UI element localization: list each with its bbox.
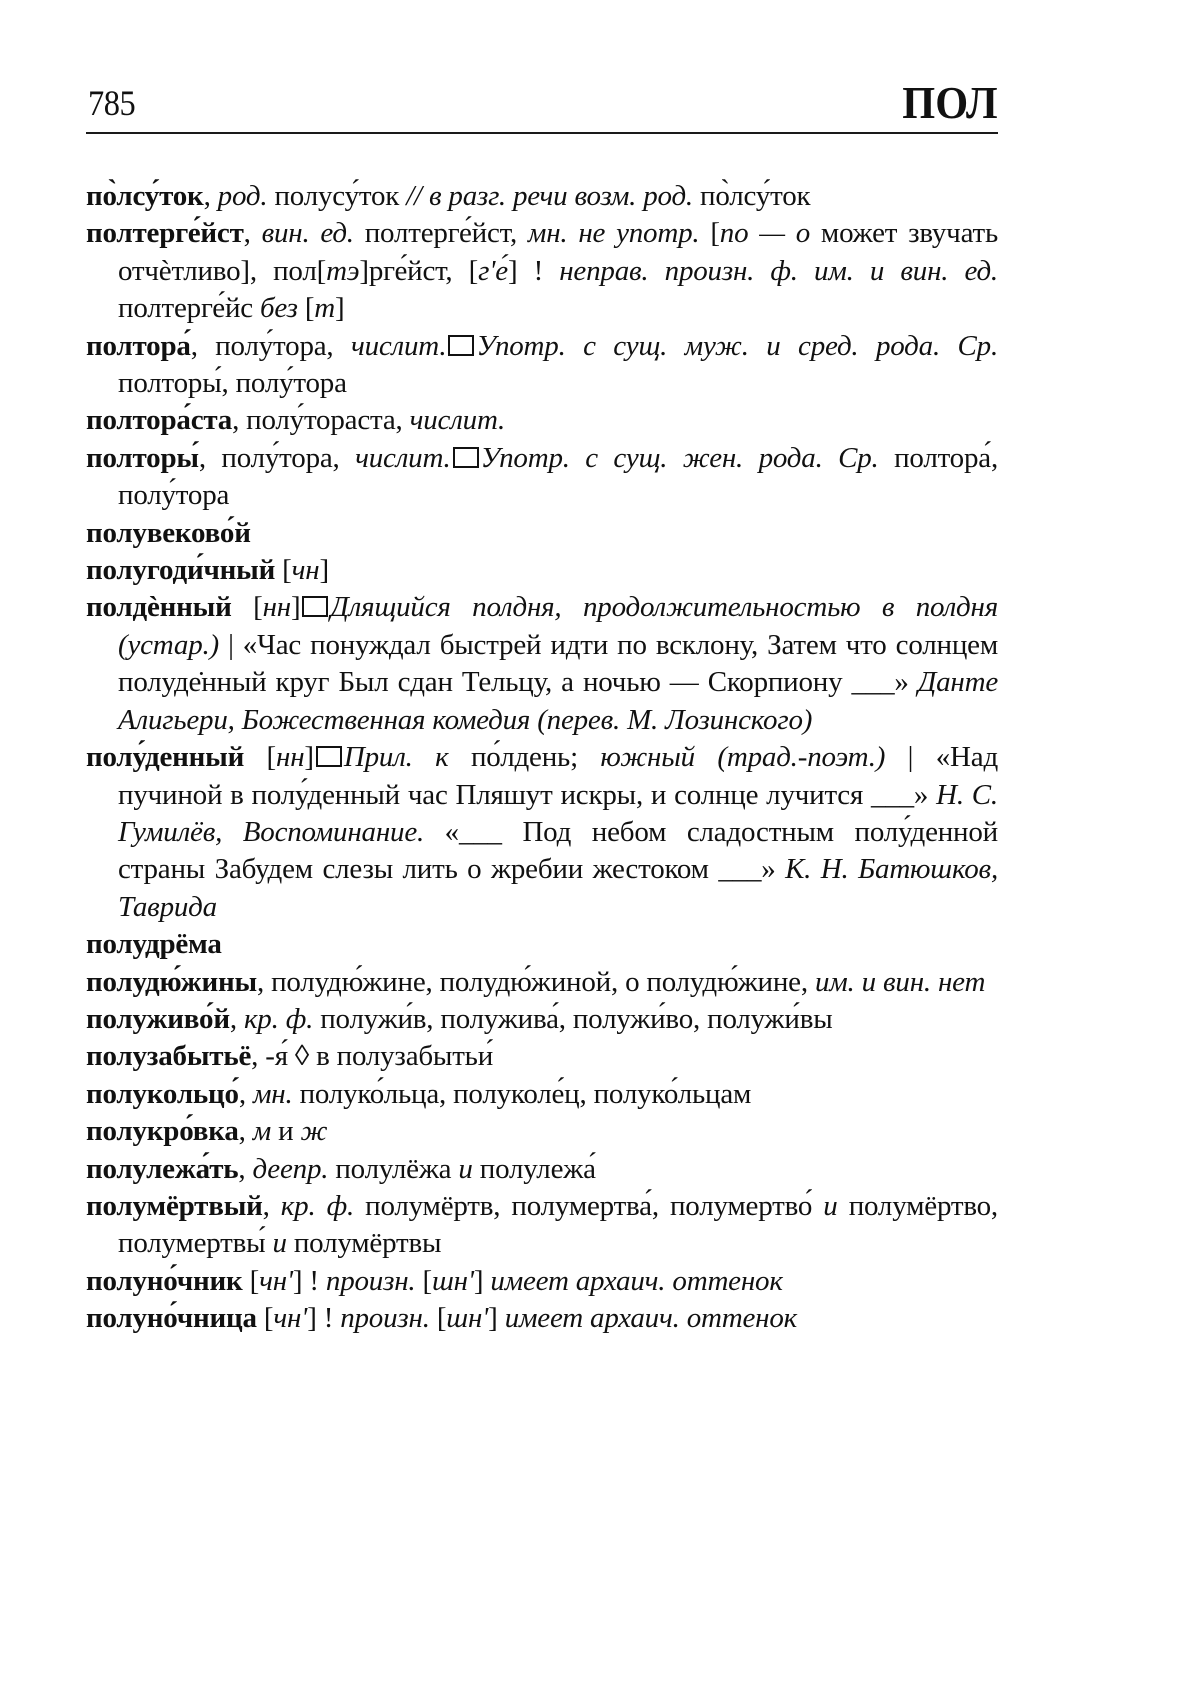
entry-text: и [271, 1115, 301, 1148]
grammar-note: ж [300, 1115, 328, 1148]
entry-text: по̀лсу́ток [693, 180, 811, 212]
grammar-note: кр. ф. [280, 1189, 355, 1222]
entry-text: [ [256, 1302, 274, 1335]
dictionary-entry [86, 926, 998, 963]
entry-text: ] [473, 1264, 491, 1297]
dictionary-entry [86, 589, 998, 739]
entry-text: ] [304, 741, 314, 774]
grammar-note: деепр. [252, 1152, 329, 1185]
grammar-note: м [252, 1115, 272, 1148]
grammar-note: и [823, 1189, 838, 1222]
entry-text: [ [242, 1264, 260, 1297]
headword: полугоди́чный [86, 554, 276, 587]
headword: полувеково́й [86, 516, 251, 549]
entry-text: [ [297, 292, 315, 325]
entry-text: [ [429, 1302, 447, 1335]
grammar-note: произн. [340, 1302, 430, 1335]
dictionary-entry [86, 1300, 998, 1337]
dictionary-entry [86, 328, 998, 403]
definition-box-icon [316, 746, 342, 767]
entry-text: , [229, 1002, 244, 1035]
grammar-note: им. и вин. нет [814, 965, 986, 998]
entry-text: полусу́ток [267, 180, 407, 212]
grammar-note: мн. не употр. [527, 217, 700, 250]
entry-text: [ [275, 554, 292, 587]
grammar-note: вин. ед. [261, 217, 354, 250]
dictionary-entry [86, 1263, 998, 1300]
entry-text: полужи́в, полужива́, полужи́во, полужи́вы [313, 1002, 833, 1035]
headword: по̀лсу́ток [86, 180, 204, 212]
entry-text: полтора́, полу́тора [118, 441, 998, 512]
grammar-note: имеет архаич. оттенок [504, 1302, 798, 1335]
page-header [86, 76, 998, 134]
entry-text: , -я́ ◊ в полузабытьи́ [251, 1040, 494, 1073]
entry-text: , [238, 1077, 253, 1110]
dictionary-entry [86, 739, 998, 926]
dictionary-entry [86, 178, 998, 215]
dictionary-entry [86, 1188, 998, 1263]
grammar-note: Данте Алигьери, Божественная комедия (перев. М. Лозинского) [118, 666, 998, 736]
dictionary-entry [86, 215, 998, 327]
grammar-note: // в разг. речи возм. род. [406, 180, 693, 212]
grammar-note: шн' [431, 1264, 474, 1297]
grammar-note: Употр. с сущ. муж. и сред. рода. Ср. [476, 329, 998, 362]
headword: полулежа́ть [86, 1152, 239, 1185]
headword: полукро́вка [86, 1115, 239, 1148]
entry-text: полулежа́ [472, 1152, 596, 1185]
entry-text: , [262, 1189, 281, 1222]
entry-list [86, 178, 998, 1338]
headword: полудрёма [86, 928, 222, 961]
dictionary-entry [86, 552, 998, 589]
dictionary-entry [86, 1001, 998, 1038]
entry-text: , полу́тораста, [232, 404, 410, 437]
headword: полузабытьё [86, 1040, 252, 1073]
entry-text: [ [231, 591, 263, 624]
entry-text: [ [244, 741, 277, 774]
grammar-note: южный (трад.-поэт.) [600, 741, 886, 774]
entry-text: [ [415, 1264, 432, 1297]
grammar-note: произн. [325, 1264, 416, 1297]
grammar-note: и [458, 1152, 473, 1185]
grammar-note: нн [262, 591, 291, 624]
entry-text: | «Над пучиной в полу́денный час Пляшут искры, и солнце лучится ___» [118, 741, 999, 811]
headword: полтерге́йст [86, 217, 244, 250]
dictionary-entry [86, 964, 998, 1001]
entry-text: может звучать отчѐтливо], пол[ [118, 217, 998, 287]
entry-text: ] ! [292, 1264, 326, 1297]
entry-text: ]рге́йст, [ [359, 254, 479, 287]
entry-text: , полу́тора, [198, 441, 356, 474]
headword: полдѐнный [86, 591, 232, 624]
grammar-note: тэ [326, 254, 360, 287]
entry-text: ] ! [507, 254, 560, 287]
definition-box-icon [453, 447, 479, 468]
running-head: ПОЛ [902, 77, 998, 128]
entry-text: , полудю́жине, полудю́жиной, о полудю́жине, [256, 965, 815, 998]
grammar-note: Прил. к [343, 741, 449, 774]
entry-text: , [243, 217, 262, 250]
definition-box-icon [302, 596, 328, 617]
headword: полуно́чница [86, 1302, 257, 1335]
entry-text: полулёжа [328, 1152, 459, 1185]
grammar-note: по — о [719, 217, 811, 250]
grammar-note: числит. [350, 329, 447, 362]
grammar-note: Длящийся полдня, продолжительностью в полдня (устар.) [118, 591, 998, 661]
entry-text: «___ Под небом сладостным полу́денной страны Забудем слезы лить о жребии жестоком ___» [118, 815, 998, 886]
grammar-note: нн [276, 741, 305, 774]
entry-text: полтерге́йст, [353, 217, 528, 250]
grammar-note: числит. [355, 441, 451, 474]
entry-text: полумёртв, полумертва́, полумертво́ [354, 1189, 824, 1222]
dictionary-entry [86, 440, 998, 515]
grammar-note: и [272, 1227, 287, 1260]
dictionary-entry [86, 515, 998, 552]
grammar-note: К. Н. Батюшков, Таврида [118, 853, 998, 923]
entry-text: полумёртво, полумертвы́ [118, 1189, 998, 1260]
entry-text: , [203, 180, 218, 212]
dictionary-entry [86, 1076, 998, 1113]
headword: полу́денный [86, 741, 245, 774]
headword: полуживо́й [86, 1002, 230, 1035]
entry-text: ] [488, 1302, 505, 1335]
entry-text: ] [319, 554, 329, 587]
dictionary-entry [86, 1151, 998, 1188]
grammar-note: шн' [446, 1302, 489, 1335]
entry-text: полуко́льца, полуколе́ц, полуко́льцам [292, 1077, 752, 1110]
entry-text: ] ! [307, 1302, 341, 1335]
grammar-note: чн' [259, 1264, 293, 1297]
definition-box-icon [448, 335, 474, 356]
entry-text: ] [335, 292, 345, 325]
grammar-note: Употр. с сущ. жен. рода. Ср. [480, 441, 879, 474]
headword: полумёртвый [86, 1189, 263, 1222]
grammar-note: имеет архаич. оттенок [490, 1264, 783, 1297]
grammar-note: т [314, 292, 336, 325]
headword: полудю́жины [86, 965, 257, 998]
grammar-note: род. [217, 180, 268, 212]
dictionary-entry [86, 1113, 998, 1150]
entry-text: [ [699, 217, 720, 250]
entry-text: , [238, 1152, 253, 1185]
entry-text: полумёртвы [286, 1227, 442, 1260]
grammar-note: без [259, 292, 298, 325]
grammar-note: кр. ф. [243, 1002, 314, 1035]
entry-text: , [238, 1115, 253, 1148]
page-number: 785 [88, 83, 136, 123]
grammar-note: мн. [252, 1077, 293, 1110]
dictionary-entry [86, 1038, 998, 1075]
headword: полтора́ста [86, 404, 233, 437]
entry-text: полтерге́йс [118, 292, 260, 325]
headword: полуно́чник [86, 1264, 243, 1297]
grammar-note: г'е́ [478, 254, 508, 287]
entry-text: | «Час понуждал быстрей идти по всклону, Затем что солнцем полуде̇нный круг Был сдан Тельцу, а ночью — Скорпиону ___» [118, 628, 998, 699]
headword: полтора́ [86, 329, 191, 362]
grammar-note: чн' [273, 1302, 308, 1335]
entry-text: , полу́тора, [190, 329, 351, 362]
grammar-note: числит. [409, 404, 506, 437]
entry-text: ] [290, 591, 301, 624]
headword: полукольцо́ [86, 1077, 239, 1110]
entry-text: полторы́, полу́тора [118, 367, 347, 400]
grammar-note: чн [291, 554, 320, 587]
grammar-note: Н. С. Гумилёв, Воспоминание. [118, 778, 998, 848]
entry-text: по́лдень; [448, 741, 601, 774]
headword: полторы́ [86, 441, 199, 474]
grammar-note: неправ. произн. ф. им. и вин. ед. [559, 254, 998, 287]
dictionary-entry [86, 402, 998, 439]
